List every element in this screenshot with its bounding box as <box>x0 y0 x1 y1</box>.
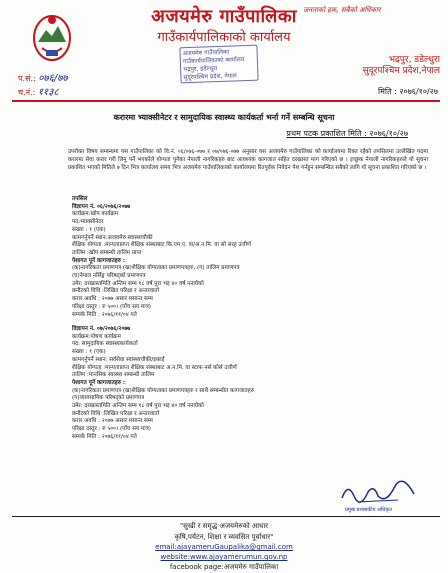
rights-tagline: जनताको हक, सबैको अधिकार <box>303 6 381 14</box>
post-2-details: विज्ञापन नं. ०७/२०७६/२०७७ कार्यक्रम:पोषण कार्यक्रम पद: सामुदायिक स्वास्थ्यकार्यकर्ता संख्या : १ (एक) कामगर्नुपर्ने स्थान: सर्वसेवा स्वास्थ्यचौकी/इकाई शैक्षिक योग्यता :मान्यताप्राप्त शैक्षिक संस्थाबाट अ.न.मि. वा स्टाफ नर्स कोर्स उत्तीर्ण तालिम :मानसिक स्वास्थ्य सम्बन्धी तालिम पेशागत पूर्ने कागजातहरु : (क)नागरिकता प्रमाणपत्र (ख)शैक्षिक योग्यताका प्रमाणपत्रहरु र साथै सम्बन्धीत कागजातहरु (ग)व्यावसायिक परिषद्को प्रमाणपत्र उमेर: दरखास्तमिति अन्तिम सम्म १८ वर्ष पुरा भइ ४० वर्ष ननाघेको छनौटको विधि :लिखित परिक्षा र अन्तरवार्ता करार अवधि : २०७७ असार मसान्त सम्म परिक्षा दस्तुर : रु ५००। (पाँच सय मात्र) सम्पर्क मिति : २०७६/११/०४ गते <box>72 326 255 440</box>
address-line-2: सुदूरपश्चिम प्रदेश,नेपाल <box>362 66 440 76</box>
footer-email-link[interactable]: email:ajayameruGaupalika@gmail.com <box>155 543 293 551</box>
reference-number: प.सं.: ०७६/७७ <box>18 73 68 84</box>
address-line-1: भद्रपुर, डडेल्धुरा <box>388 55 440 65</box>
org-name: अजयमेरु गाउँपालिका <box>151 6 297 27</box>
first-publish-date: प्रथम पटक प्रकाशित मिति : २०७६/१०/२७ <box>286 129 408 138</box>
letter-date: मिति : २०७६/१०/२७ <box>378 87 438 96</box>
body-paragraph: उपरोक्त विषय सम्बन्धमा यस गाउँपालिका को वि.नं. ०६/०७६-०७७ र ०७/०७६-०७७ अनुसार यस अजयमेरु गाउँपालिका को कार्यालयमा रिक्त रहेको तपसिलमा उल्लेखित पदमा करारमा सेवा करार गरी लिनु पर्ने भएकोले योग्यता पुगेका नेपाली नागरिकहरु बाट आवश्यक कागजात सहित दरखास्त माग गरिएको छ । इच्छुक नेपाली नागरिकहरुले यो सूचना प्रकाशित भएको मितिले ७ दिन भित्र कार्यालय समय भित्र अजयमेरु गाउँपालिकाको कार्यालयमा रितपूर्वक निवेदन पेश गर्नहुन सम्बन्धित सबैको लागि यो सूचना प्रकाशित गरिएको छ । <box>68 149 428 171</box>
footer-website-link[interactable]: website:www.ajayamerumun.gov.np <box>160 553 288 561</box>
signature-icon <box>338 478 418 508</box>
signatory-title: प्रमुख प्रशासकीय अधिकृत <box>345 507 392 513</box>
post-1-details: तपसिल विज्ञापन नं. ०६/२०७६/२०७७ कार्यक्रम:खोप कार्यक्रम पद:भ्याक्सीनेटर संख्या : १ (एक) कामगर्नुपर्ने स्थान:अजयमेरु स्वास्थ्यचौकी शैक्षिक योग्यता :मान्यताप्राप्त शैक्षिक संस्थाबाट कि.एम.ए. वा/अ.न.मि. वा सो सरह उत्तीर्ण तालिम :खोप सम्बन्धी तालिम प्राप्त पेशागत पूर्ने कागजातहरु : (क)नागरिकता प्रमाणपत्र (ख)शैक्षिक योग्यताका प्रमाणपत्रहरु, (ग) तालिम प्रमाणपत्र (घ)नेपाल नर्सिङ्ग परिषद्को प्रमाणपत्र उमेर: दरखास्तमिति अन्तिम सम्म १८ वर्ष पुरा भइ ४० वर्ष ननाघेको छनौटको विधि :लिखित परिक्षा र अन्तरवार्ता करार अवधि : २०७७ असार मसान्त सम्म परिक्षा दस्तुर : रु ५००। (पाँच सय मात्र) सम्पर्क मिति : २०७६/११/०४ गते <box>72 196 251 318</box>
subject-line: करारमा भ्याक्सीनेटर र सामुदायिक स्वास्थ्य कार्यकर्ता भर्ना गर्ने सम्बन्धि सूचना <box>113 113 335 122</box>
dispatch-number: च.नं.: ११३८ <box>18 87 59 98</box>
footer-divider <box>12 516 440 517</box>
office-stamp: अजयमेरु गाउँपालिका गाउँकार्यपालिकाको कार्यालय भद्रपुर, डडेल्धुरा सुदूरपश्चिम प्रदेश, नेपाल <box>179 45 258 84</box>
office-name: गाउँकार्यपालिकाको कार्यालय <box>157 30 291 45</box>
footer-facebook[interactable]: facebook page:अजयमेरु गाउँपालिका <box>169 563 279 571</box>
footer-slogan: "सुखी र समृद्ध अजयमेरुको आधार <box>179 522 269 530</box>
footer-slogan-2: कृषि,पर्यटन, शिक्षा र व्यवसित पूर्वाधार" <box>174 533 274 541</box>
header-divider <box>12 100 440 102</box>
